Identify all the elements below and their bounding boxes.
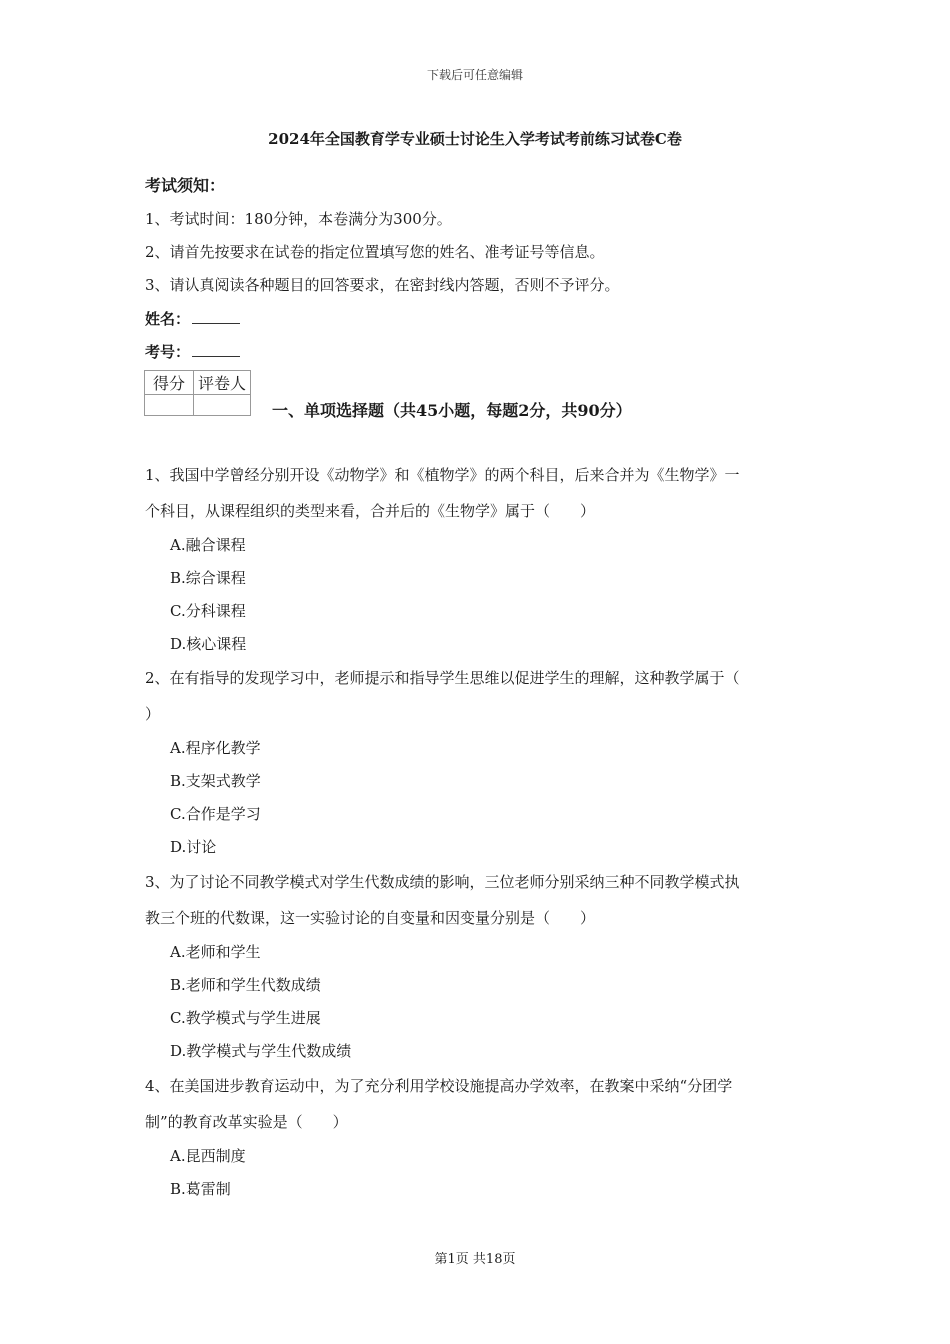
header-note: 下载后可任意编辑 [426,68,523,82]
name-label: 姓名： [145,310,191,328]
option: C.分科课程 [170,602,246,620]
question-line: 个科目，从课程组织的类型来看，合并后的《生物学》属于（ ） [145,502,596,520]
option: B.老师和学生代数成绩 [170,976,321,994]
option: B.葛雷制 [170,1180,231,1198]
page-number: 第1页 共18页 [434,1252,516,1267]
option: B.支架式教学 [170,772,261,790]
section-title: 一、单项选择题（共45小题，每题2分，共90分） [272,401,632,420]
id-blank[interactable] [192,342,240,357]
question-line: 4、在美国进步教育运动中，为了充分利用学校设施提高办学效率，在教案中采纳“分团学 [145,1077,733,1095]
notice-item: 3、请认真阅读各种题目的回答要求，在密封线内答题，否则不予评分。 [145,276,620,294]
grader-cell[interactable] [194,395,251,416]
name-blank[interactable] [192,309,240,324]
page-title: 2024年全国教育学专业硕士讨论生入学考试考前练习试卷C卷 [268,130,682,148]
question-line: 2、在有指导的发现学习中，老师提示和指导学生思维以促进学生的理解，这种教学属于（ [145,669,740,687]
question-line: 1、我国中学曾经分别开设《动物学》和《植物学》的两个科目，后来合并为《生物学》一 [145,466,740,484]
notice-heading: 考试须知： [145,176,226,195]
option: C.合作是学习 [170,805,261,823]
option: A.融合课程 [170,536,246,554]
id-label: 考号： [145,343,191,361]
option: A.昆西制度 [170,1147,246,1165]
question-line: 教三个班的代数课，这一实验讨论的自变量和因变量分别是（ ） [145,909,596,927]
option: A.程序化教学 [170,739,261,757]
question-line: 3、为了讨论不同教学模式对学生代数成绩的影响，三位老师分别采纳三种不同教学模式执 [145,873,740,891]
question-line: 制”的教育改革实验是（ ） [145,1113,348,1131]
score-header: 得分 [145,371,194,395]
grader-header: 评卷人 [194,371,251,395]
notice-item: 1、考试时间：180分钟，本卷满分为300分。 [145,210,452,228]
notice-item: 2、请首先按要求在试卷的指定位置填写您的姓名、准考证号等信息。 [145,243,605,261]
score-table [144,370,251,416]
option: C.教学模式与学生进展 [170,1009,321,1027]
option: D.教学模式与学生代数成绩 [170,1042,352,1060]
name-field [145,308,240,329]
option: D.核心课程 [170,635,247,653]
score-cell[interactable] [145,395,194,416]
option: B.综合课程 [170,569,246,587]
option: D.讨论 [170,838,217,856]
id-field [145,341,240,362]
question-line: ） [145,705,161,723]
option: A.老师和学生 [170,943,261,961]
